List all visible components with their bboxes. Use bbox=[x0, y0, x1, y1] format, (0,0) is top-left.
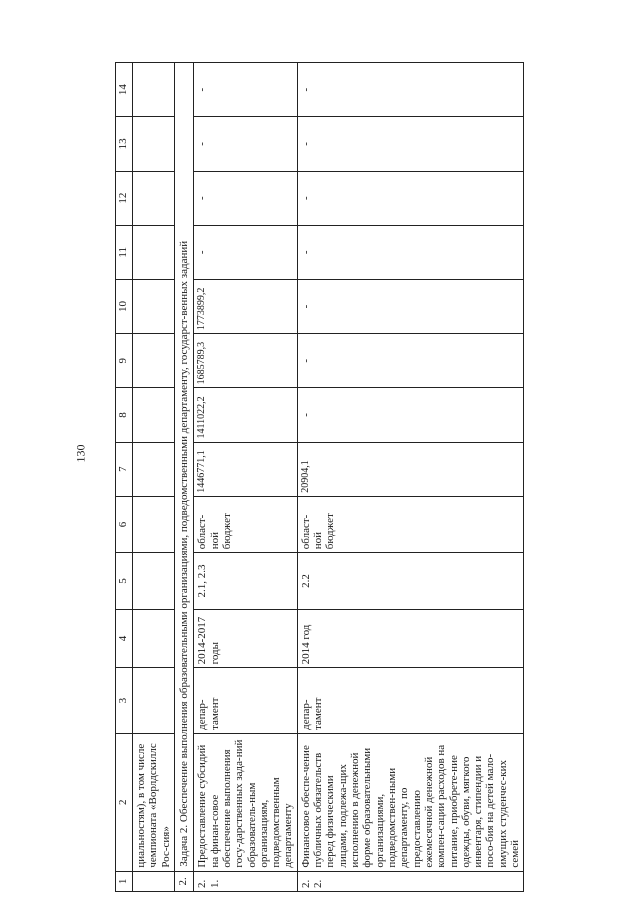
col-num-9: 9 bbox=[116, 334, 133, 388]
row-value-9: - bbox=[297, 334, 524, 388]
task-number: 2. bbox=[174, 871, 193, 891]
col-num-6: 6 bbox=[116, 496, 133, 552]
col-num-4: 4 bbox=[116, 609, 133, 668]
row-value-14: - bbox=[297, 63, 524, 117]
row-source: област-ной бюджет bbox=[194, 496, 298, 552]
table-row bbox=[194, 63, 298, 892]
row-value-11: - bbox=[297, 225, 524, 279]
col-num-3: 3 bbox=[116, 668, 133, 734]
col-num-5: 5 bbox=[116, 553, 133, 609]
budget-table bbox=[115, 62, 524, 892]
col-num-13: 13 bbox=[116, 117, 133, 171]
col-num-14: 14 bbox=[116, 63, 133, 117]
task-text: Задача 2. Обеспечение выполнения образовательными организациями, подведомственными департаменту, государст-венных заданий bbox=[174, 63, 193, 872]
row-value-10: 1773899,2 bbox=[194, 279, 298, 333]
col-num-8: 8 bbox=[116, 388, 133, 442]
budget-table-container bbox=[115, 62, 625, 892]
row-value-14: - bbox=[194, 63, 298, 117]
row-value-12: - bbox=[194, 171, 298, 225]
col-num-10: 10 bbox=[116, 279, 133, 333]
row-executor: депар-тамент bbox=[194, 668, 298, 734]
row-value-7: 20904,1 bbox=[297, 442, 524, 496]
row-value-10: - bbox=[297, 279, 524, 333]
row-link: 2.1, 2.3 bbox=[194, 553, 298, 609]
row-number: 2.2. bbox=[297, 871, 524, 891]
col-num-7: 7 bbox=[116, 442, 133, 496]
row-value-7: 1446771,1 bbox=[194, 442, 298, 496]
table-row bbox=[297, 63, 524, 892]
row-name: Предоставление субсидий на финан-совое обеспечение выполнения госу-дарственных зада-ний образователь-ным организациям, подведомственным департаменту bbox=[194, 733, 298, 871]
task-row bbox=[174, 63, 193, 892]
column-number-row bbox=[116, 63, 133, 892]
row-value-8: - bbox=[297, 388, 524, 442]
col-num-1: 1 bbox=[116, 871, 133, 891]
col-num-12: 12 bbox=[116, 171, 133, 225]
row-period: 2014-2017 годы bbox=[194, 609, 298, 668]
row-value-11: - bbox=[194, 225, 298, 279]
row-link: 2.2 bbox=[297, 553, 524, 609]
row-value-13: - bbox=[297, 117, 524, 171]
row-name: Финансовое обеспе-чение публичных обязательств перед физическими лицами, подлежа-щих исполнению в денежной форме образовательными организациями, подведомствен-ными департаменту, по предоставлению ежемесячной денежной компен-сации расходов на питание, приобрете-ние одежды, обуви, мягкого инвентаря, стипендии и посо-бия на детей мало-имущих студенчес-ких семей bbox=[297, 733, 524, 871]
col-num-11: 11 bbox=[116, 225, 133, 279]
row-executor: депар-тамент bbox=[297, 668, 524, 734]
row-value-9: 1685789,3 bbox=[194, 334, 298, 388]
page-number: 130 bbox=[73, 444, 88, 463]
continuation-text: циальностям), в том числе чемпионата «Ворлдскиллс Рос-сия» bbox=[133, 733, 175, 871]
row-period: 2014 год bbox=[297, 609, 524, 668]
row-value-12: - bbox=[297, 171, 524, 225]
row-value-8: 1411022,2 bbox=[194, 388, 298, 442]
col-num-2: 2 bbox=[116, 733, 133, 871]
row-number: 2.1. bbox=[194, 871, 298, 891]
continuation-row bbox=[133, 63, 175, 892]
row-value-13: - bbox=[194, 117, 298, 171]
row-source: област-ной бюджет bbox=[297, 496, 524, 552]
